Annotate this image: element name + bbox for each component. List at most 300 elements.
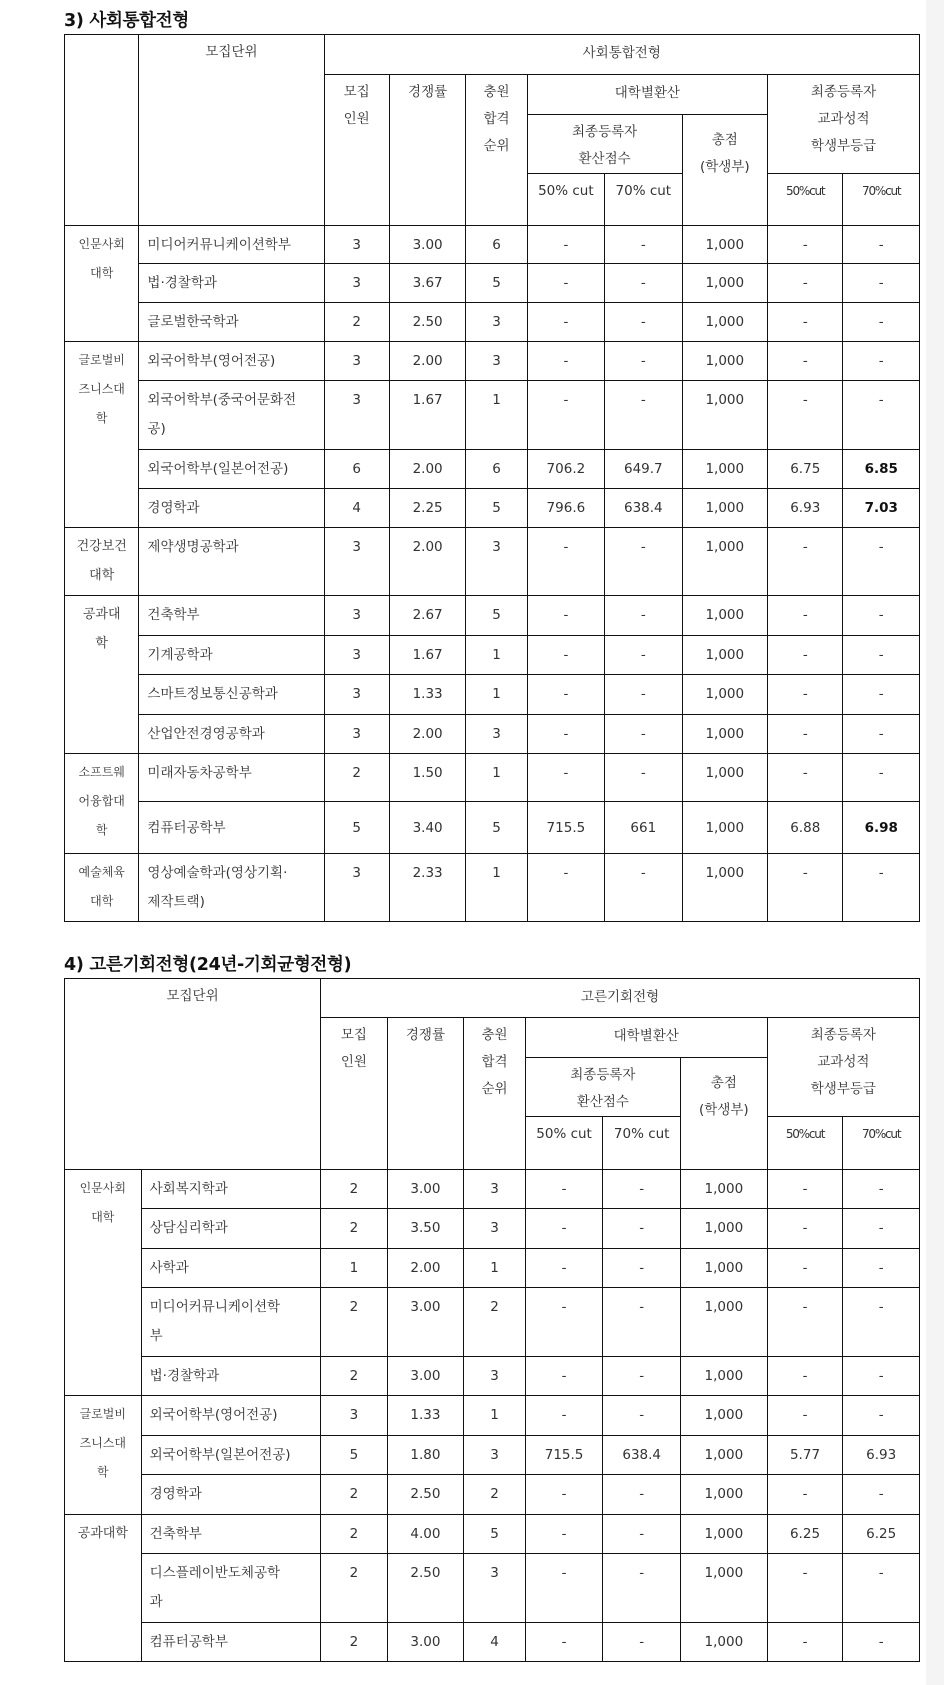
header-grade-50-cut (767, 1117, 843, 1170)
dept-name: 글로벌한국학과 (139, 303, 324, 342)
header-label: 합격 (483, 111, 510, 127)
conv-70-cut: - (603, 1475, 681, 1515)
conv-50-cut: - (527, 528, 604, 596)
dept-name-line: 제작트랙) (147, 894, 205, 910)
total-score: 1,000 (681, 1396, 768, 1436)
table-row (65, 1249, 920, 1288)
table-row (65, 1554, 920, 1623)
dept-name (139, 381, 324, 450)
header-label: 인원 (343, 111, 370, 127)
waitlist-rank: 3 (464, 1357, 526, 1396)
grade-50-cut: - (767, 1357, 843, 1396)
competition-ratio: 2.25 (389, 489, 465, 528)
table-row (65, 1357, 920, 1396)
waitlist-rank: 3 (464, 1209, 526, 1249)
total-score: 1,000 (682, 381, 768, 450)
total-score: 1,000 (681, 1475, 768, 1515)
header-total-score (681, 1058, 768, 1170)
waitlist-rank: 5 (466, 489, 527, 528)
header-label: 70% cut (615, 183, 672, 199)
header-grade-70-cut (843, 174, 920, 226)
conv-50-cut: - (527, 303, 604, 342)
header-waitlist-rank (464, 1018, 526, 1170)
grade-50-cut: - (768, 596, 843, 636)
waitlist-rank: 1 (466, 754, 527, 802)
college-name: 학 (97, 1465, 109, 1479)
total-score: 1,000 (682, 754, 768, 802)
conv-50-cut: - (525, 1515, 603, 1554)
college-name: 학 (95, 411, 108, 425)
conv-50-cut: - (525, 1170, 603, 1209)
recruit-count: 2 (321, 1170, 388, 1209)
table-row (65, 802, 920, 854)
competition-ratio: 1.33 (389, 675, 465, 715)
header-label: 사회통합전형 (582, 45, 661, 61)
conv-70-cut: - (605, 715, 682, 754)
dept-name: 법·경찰학과 (141, 1357, 320, 1396)
competition-ratio: 2.00 (389, 342, 465, 381)
conv-50-cut: - (527, 596, 604, 636)
dept-name: 경영학과 (141, 1475, 320, 1515)
grade-70-cut: - (843, 854, 920, 922)
grade-50-cut: - (767, 1475, 843, 1515)
recruit-count: 2 (321, 1288, 388, 1357)
dept-name: 산업안전경영공학과 (139, 715, 324, 754)
college-cell (65, 1396, 142, 1515)
college-name: 즈니스대 (79, 1436, 126, 1450)
dept-name (139, 854, 324, 922)
recruit-count: 3 (324, 675, 389, 715)
grade-70-cut: - (843, 381, 920, 450)
recruit-count: 3 (321, 1396, 388, 1436)
header-label: 교과성적 (817, 111, 870, 127)
dept-name: 미디어커뮤니케이션학부 (139, 226, 324, 264)
grade-50-cut: 6.88 (768, 802, 843, 854)
waitlist-rank: 6 (466, 226, 527, 264)
conv-70-cut: - (605, 528, 682, 596)
conv-70-cut: - (603, 1515, 681, 1554)
dept-name-line: 부 (149, 1328, 163, 1344)
grade-50-cut: - (768, 303, 843, 342)
recruit-count: 4 (324, 489, 389, 528)
conv-50-cut: - (525, 1288, 603, 1357)
header-recruit-unit (65, 979, 321, 1170)
grade-50-cut: 6.93 (768, 489, 843, 528)
grade-70-cut: - (843, 715, 920, 754)
conv-50-cut: - (525, 1357, 603, 1396)
grade-70-cut: - (843, 1396, 920, 1436)
header-blank-cell (65, 35, 139, 226)
grade-50-cut: - (767, 1623, 843, 1662)
recruit-count: 2 (321, 1357, 388, 1396)
header-label: 최종등록자 (810, 1027, 876, 1043)
college-name: 공과대 (82, 607, 121, 622)
dept-name: 건축학부 (139, 596, 324, 636)
conv-50-cut: 796.6 (527, 489, 604, 528)
header-label: 70%cut (862, 184, 901, 198)
conv-70-cut: - (605, 596, 682, 636)
competition-ratio: 3.00 (387, 1170, 464, 1209)
total-score: 1,000 (682, 675, 768, 715)
conv-50-cut: - (527, 264, 604, 303)
header-recruit-count (324, 75, 389, 226)
header-label: 모집 (343, 84, 370, 100)
header-label: 학생부등급 (810, 1081, 876, 1097)
conv-70-cut: - (603, 1357, 681, 1396)
recruit-count: 2 (324, 754, 389, 802)
grade-70-cut: - (843, 264, 920, 303)
conv-50-cut: - (527, 381, 604, 450)
table-row (65, 1209, 920, 1249)
table-row (65, 489, 920, 528)
header-final-conv-score (527, 115, 682, 174)
header-label: 경쟁률 (405, 1027, 445, 1043)
table-row (65, 596, 920, 636)
dept-name: 컴퓨터공학부 (141, 1623, 320, 1662)
grade-70-cut: - (843, 596, 920, 636)
conv-50-cut: - (525, 1554, 603, 1623)
dept-name: 기계공학과 (139, 636, 324, 675)
waitlist-rank: 6 (466, 450, 527, 489)
header-grade-70-cut (843, 1117, 920, 1170)
waitlist-rank: 3 (466, 303, 527, 342)
header-label: 학생부등급 (810, 138, 877, 154)
grade-70-cut: - (843, 342, 920, 381)
grade-50-cut: - (767, 1249, 843, 1288)
total-score: 1,000 (681, 1515, 768, 1554)
waitlist-rank: 1 (466, 675, 527, 715)
header-label: 환산점수 (578, 151, 631, 167)
grade-50-cut: - (768, 381, 843, 450)
conv-70-cut: 649.7 (605, 450, 682, 489)
college-name: 예술체육 (78, 865, 125, 879)
college-cell (65, 528, 139, 596)
table-row (65, 1436, 920, 1475)
total-score: 1,000 (682, 450, 768, 489)
college-cell (65, 1515, 142, 1662)
total-score: 1,000 (682, 636, 768, 675)
header-label: 모집단위 (166, 988, 219, 1004)
header-conv-50-cut (527, 174, 604, 226)
waitlist-rank: 3 (464, 1554, 526, 1623)
header-label: 70% cut (613, 1126, 670, 1142)
grade-50-cut: 5.77 (767, 1436, 843, 1475)
college-cell (65, 596, 139, 754)
dept-name-line: 미디어커뮤니케이션학 (149, 1299, 281, 1315)
header-label: 인원 (340, 1054, 367, 1070)
conv-70-cut: - (603, 1209, 681, 1249)
grade-70-cut: - (843, 675, 920, 715)
table-row (65, 1170, 920, 1209)
conv-70-cut: - (605, 226, 682, 264)
waitlist-rank: 5 (464, 1515, 526, 1554)
table-row (65, 715, 920, 754)
table-row (65, 450, 920, 489)
header-label: 모집단위 (205, 44, 258, 60)
grade-50-cut: 6.75 (768, 450, 843, 489)
total-score: 1,000 (682, 264, 768, 303)
waitlist-rank: 5 (466, 596, 527, 636)
recruit-count: 3 (324, 854, 389, 922)
conv-50-cut: - (527, 226, 604, 264)
recruit-count: 2 (321, 1623, 388, 1662)
grade-50-cut: - (768, 528, 843, 596)
table-row (65, 1515, 920, 1554)
waitlist-rank: 3 (464, 1436, 526, 1475)
header-competition-ratio (389, 75, 465, 226)
conv-50-cut: - (525, 1209, 603, 1249)
competition-ratio: 3.00 (389, 226, 465, 264)
grade-50-cut: - (768, 675, 843, 715)
header-conv-50-cut (525, 1117, 603, 1170)
header-label: 충원 (483, 84, 510, 100)
header-label: 50% cut (536, 1126, 592, 1142)
grade-50-cut: 6.25 (767, 1515, 843, 1554)
dept-name: 제약생명공학과 (139, 528, 324, 596)
table-row (65, 1396, 920, 1436)
total-score: 1,000 (681, 1209, 768, 1249)
header-label: 50%cut (786, 184, 825, 198)
college-name: 학 (95, 823, 108, 837)
conv-70-cut: - (603, 1288, 681, 1357)
competition-ratio: 2.50 (387, 1475, 464, 1515)
grade-70-cut: - (843, 1357, 920, 1396)
grade-50-cut: - (768, 636, 843, 675)
conv-70-cut: - (605, 675, 682, 715)
conv-50-cut: - (527, 754, 604, 802)
waitlist-rank: 3 (466, 342, 527, 381)
grade-50-cut: - (767, 1170, 843, 1209)
dept-name-line: 과 (149, 1594, 163, 1610)
competition-ratio: 4.00 (387, 1515, 464, 1554)
header-group (321, 979, 920, 1018)
table-row (65, 226, 920, 264)
conv-50-cut: 715.5 (527, 802, 604, 854)
conv-70-cut: - (605, 264, 682, 303)
header-competition-ratio (387, 1018, 464, 1170)
header-final-conv-score (525, 1058, 680, 1117)
total-score: 1,000 (681, 1623, 768, 1662)
grade-50-cut: - (768, 264, 843, 303)
header-label: 순위 (481, 1081, 508, 1097)
header-label: 충원 (481, 1027, 508, 1043)
header-label: 환산점수 (576, 1094, 629, 1110)
table-row (65, 342, 920, 381)
table-row (65, 1288, 920, 1357)
grade-70-cut: - (843, 1170, 920, 1209)
college-cell (65, 342, 139, 528)
total-score: 1,000 (682, 802, 768, 854)
college-cell (65, 754, 139, 854)
college-name: 글로벌비 (78, 353, 125, 367)
conv-70-cut: - (603, 1554, 681, 1623)
dept-name: 외국어학부(영어전공) (139, 342, 324, 381)
dept-name: 건축학부 (141, 1515, 320, 1554)
waitlist-rank: 3 (466, 715, 527, 754)
grade-50-cut: - (768, 342, 843, 381)
college-name: 인문사회 (79, 1181, 126, 1195)
college-cell (65, 226, 139, 342)
college-name: 소프트웨 (78, 765, 125, 779)
conv-70-cut: 638.4 (603, 1436, 681, 1475)
dept-name-line: 디스플레이반도체공학 (149, 1565, 281, 1581)
recruit-count: 3 (324, 381, 389, 450)
table-row (65, 636, 920, 675)
recruit-count: 3 (324, 264, 389, 303)
header-label: 총점 (710, 1075, 737, 1091)
waitlist-rank: 1 (464, 1249, 526, 1288)
college-name: 어융합대 (78, 794, 125, 808)
conv-70-cut: - (603, 1170, 681, 1209)
dept-name: 스마트정보통신공학과 (139, 675, 324, 715)
recruit-count: 2 (321, 1475, 388, 1515)
grade-70-cut: - (843, 1249, 920, 1288)
total-score: 1,000 (681, 1288, 768, 1357)
header-label: 대학별환산 (614, 85, 680, 101)
college-name: 글로벌비 (79, 1407, 126, 1421)
dept-name: 미래자동차공학부 (139, 754, 324, 802)
header-label: (학생부) (699, 159, 750, 175)
header-label: 최종등록자 (570, 1067, 636, 1083)
header-label: 대학별환산 (613, 1028, 679, 1044)
competition-ratio: 1.50 (389, 754, 465, 802)
college-cell (65, 854, 139, 922)
conv-50-cut: - (527, 854, 604, 922)
total-score: 1,000 (681, 1554, 768, 1623)
table-row (65, 1623, 920, 1662)
header-univ-conversion (527, 75, 767, 115)
header-label: 교과성적 (817, 1054, 870, 1070)
competition-ratio: 2.00 (389, 528, 465, 596)
grade-50-cut: - (767, 1396, 843, 1436)
competition-ratio: 2.00 (387, 1249, 464, 1288)
college-name: 대학 (90, 266, 114, 280)
recruit-count: 3 (324, 226, 389, 264)
header-univ-conversion (525, 1018, 767, 1058)
competition-ratio: 2.00 (389, 715, 465, 754)
dept-name: 경영학과 (139, 489, 324, 528)
conv-50-cut: - (527, 715, 604, 754)
grade-70-cut: 6.98 (843, 802, 920, 854)
waitlist-rank: 2 (464, 1288, 526, 1357)
header-grade-50-cut (768, 174, 843, 226)
waitlist-rank: 1 (466, 381, 527, 450)
dept-name: 외국어학부(일본어전공) (139, 450, 324, 489)
conv-70-cut: - (605, 342, 682, 381)
grade-70-cut: 6.25 (843, 1515, 920, 1554)
conv-50-cut: - (525, 1249, 603, 1288)
recruit-count: 1 (321, 1249, 388, 1288)
header-recruit-count (321, 1018, 388, 1170)
competition-ratio: 2.50 (389, 303, 465, 342)
dept-name-line: 외국어학부(중국어문화전 (147, 392, 297, 408)
header-label: 모집 (340, 1027, 367, 1043)
recruit-count: 2 (321, 1209, 388, 1249)
recruit-count: 3 (324, 596, 389, 636)
college-name: 학 (95, 636, 108, 651)
dept-name: 상담심리학과 (141, 1209, 320, 1249)
recruit-count: 5 (324, 802, 389, 854)
total-score: 1,000 (682, 854, 768, 922)
grade-70-cut: 6.85 (843, 450, 920, 489)
section-title-equal-opportunity: 4) 고른기회전형(24년-기회균형전형) (64, 955, 352, 975)
conv-70-cut: - (605, 381, 682, 450)
table-row (65, 303, 920, 342)
recruit-count: 2 (321, 1515, 388, 1554)
page-scrollbar[interactable] (926, 0, 944, 1685)
dept-name-line: 영상예술학과(영상기획· (147, 865, 288, 881)
header-final-grade (767, 1018, 919, 1117)
grade-70-cut: - (843, 636, 920, 675)
conv-50-cut: - (525, 1623, 603, 1662)
waitlist-rank: 3 (464, 1170, 526, 1209)
competition-ratio: 3.00 (387, 1288, 464, 1357)
header-group (324, 35, 920, 75)
section-title-social-integration: 3) 사회통합전형 (64, 11, 189, 31)
header-conv-70-cut (605, 174, 682, 226)
waitlist-rank: 5 (466, 802, 527, 854)
college-name: 대학 (91, 1210, 115, 1224)
header-label: 최종등록자 (571, 124, 638, 140)
header-label: 경쟁률 (408, 84, 448, 100)
header-label: 최종등록자 (810, 84, 877, 100)
document-page (64, 0, 920, 1662)
waitlist-rank: 5 (466, 264, 527, 303)
competition-ratio: 3.00 (387, 1623, 464, 1662)
total-score: 1,000 (681, 1170, 768, 1209)
recruit-count: 3 (324, 715, 389, 754)
conv-70-cut: 638.4 (605, 489, 682, 528)
table-row (65, 675, 920, 715)
waitlist-rank: 1 (466, 636, 527, 675)
header-label: 순위 (483, 138, 510, 154)
header-label: (학생부) (699, 1102, 749, 1118)
total-score: 1,000 (682, 489, 768, 528)
competition-ratio: 2.33 (389, 854, 465, 922)
dept-name: 사학과 (141, 1249, 320, 1288)
grade-70-cut: 6.93 (843, 1436, 920, 1475)
table-row (65, 528, 920, 596)
recruit-count: 3 (324, 636, 389, 675)
college-name: 즈니스대 (78, 382, 125, 396)
conv-50-cut: - (527, 342, 604, 381)
grade-70-cut: - (843, 528, 920, 596)
waitlist-rank: 1 (464, 1396, 526, 1436)
conv-50-cut: 706.2 (527, 450, 604, 489)
conv-70-cut: - (603, 1623, 681, 1662)
waitlist-rank: 1 (466, 854, 527, 922)
conv-70-cut: - (605, 754, 682, 802)
equal-opportunity-table (64, 978, 920, 1662)
header-label: 총점 (711, 132, 738, 148)
conv-50-cut: - (525, 1475, 603, 1515)
college-name: 대학 (89, 568, 115, 583)
competition-ratio: 1.67 (389, 381, 465, 450)
competition-ratio: 1.67 (389, 636, 465, 675)
conv-70-cut: - (603, 1249, 681, 1288)
waitlist-rank: 4 (464, 1623, 526, 1662)
conv-50-cut: - (527, 675, 604, 715)
header-recruit-unit (139, 35, 324, 226)
total-score: 1,000 (681, 1249, 768, 1288)
dept-name-line: 공) (147, 421, 166, 437)
competition-ratio: 3.67 (389, 264, 465, 303)
competition-ratio: 1.33 (387, 1396, 464, 1436)
header-label: 50%cut (785, 1127, 825, 1141)
competition-ratio: 2.50 (387, 1554, 464, 1623)
grade-70-cut: - (843, 1475, 920, 1515)
total-score: 1,000 (682, 715, 768, 754)
